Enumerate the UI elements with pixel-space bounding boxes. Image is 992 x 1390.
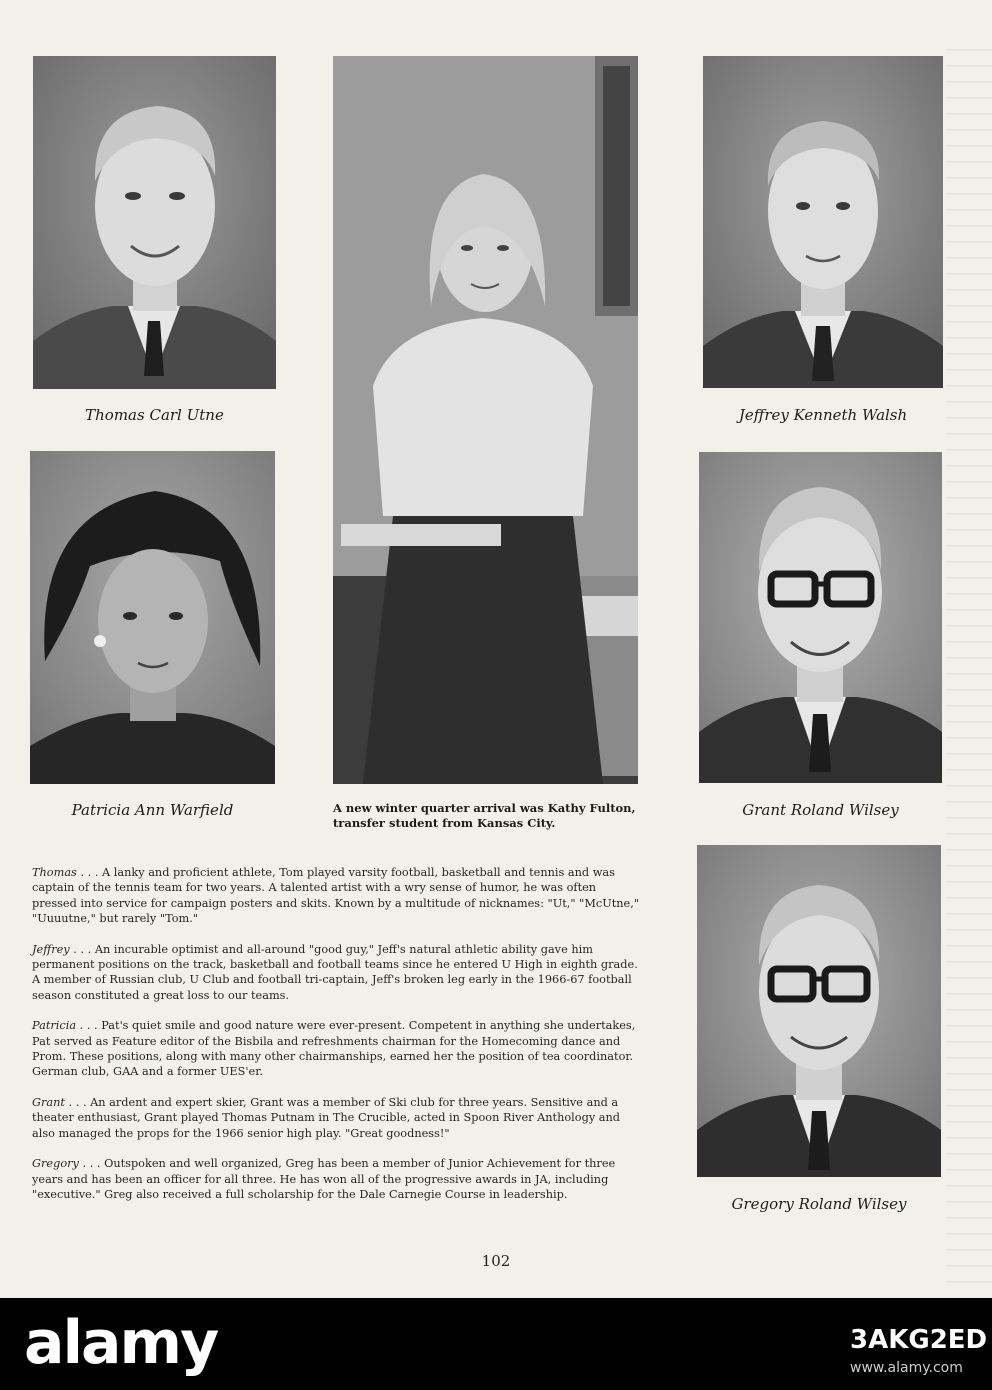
caption-kathy: A new winter quarter arrival was Kathy Fulton, transfer student from Kansas City. [333, 801, 636, 830]
caption-gregory: Gregory Roland Wilsey [731, 1195, 907, 1213]
bio-jeffrey: Jeffrey . . . An incurable optimist and all-around "good guy," Jeff's natural athletic ability gave him permanent positions on the track, basketball and football teams since he entered U High in eighth grade. A member of Russian club, U Club and football tri-captain, Jeff's broken leg early in the 1966-67 football season constituted a great loss to our teams. [32, 942, 638, 1002]
bio-patricia: Patricia . . . Pat's quiet smile and good nature were ever-present. Competent in anything she undertakes, Pat served as Feature editor of the Bisbila and refreshments chairman for the Homecoming dance and Prom. These positions, along with many other chairmanships, earned her the position of tea coordinator. German club, GAA and a former UES'er. [32, 1019, 636, 1079]
facing-page-bleed [946, 40, 992, 1290]
photo-kathy-fulton [333, 56, 638, 784]
caption-patricia: Patricia Ann Warfield [71, 801, 234, 819]
portrait-thomas-utne [33, 56, 276, 389]
caption-grant: Grant Roland Wilsey [742, 801, 899, 819]
portrait-patricia-warfield [30, 451, 275, 784]
portrait-jeffrey-walsh [703, 56, 943, 388]
biographies [32, 865, 644, 1217]
watermark-url: www.alamy.com [850, 1360, 963, 1376]
bio-gregory: Gregory . . . Outspoken and well organized, Greg has been a member of Junior Achievement for three years and has been an officer for all three. He has won all of the progressive awards in JA, including "executive." Greg also received a full scholarship for the Dale Carnegie Course in leadership. [32, 1157, 616, 1201]
bio-thomas: Thomas . . . A lanky and proficient athlete, Tom played varsity football, basketball and tennis and was captain of the tennis team for two years. A talented artist with a wry sense of humor, he was often pressed into service for campaign posters and skits. Known by a multitude of nicknames: "Ut," "McUtne," "Uuuutne," but rarely "Tom." [32, 866, 640, 926]
caption-jeffrey: Jeffrey Kenneth Walsh [738, 406, 908, 424]
watermark-logo: alamy [24, 1308, 218, 1378]
portrait-gregory-wilsey [697, 845, 941, 1177]
caption-thomas: Thomas Carl Utne [85, 406, 224, 424]
watermark-image-id: 3AKG2ED [850, 1325, 988, 1355]
page-number: 102 [481, 1252, 511, 1270]
portrait-grant-wilsey [699, 452, 942, 783]
bio-grant: Grant . . . An ardent and expert skier, Grant was a member of Ski club for three years. Sensitive and a theater enthusiast, Grant played Thomas Putnam in The Crucible, acted in Spoon River Anthology and also managed the props for the 1966 senior high play. "Great goodness!" [32, 1095, 621, 1140]
